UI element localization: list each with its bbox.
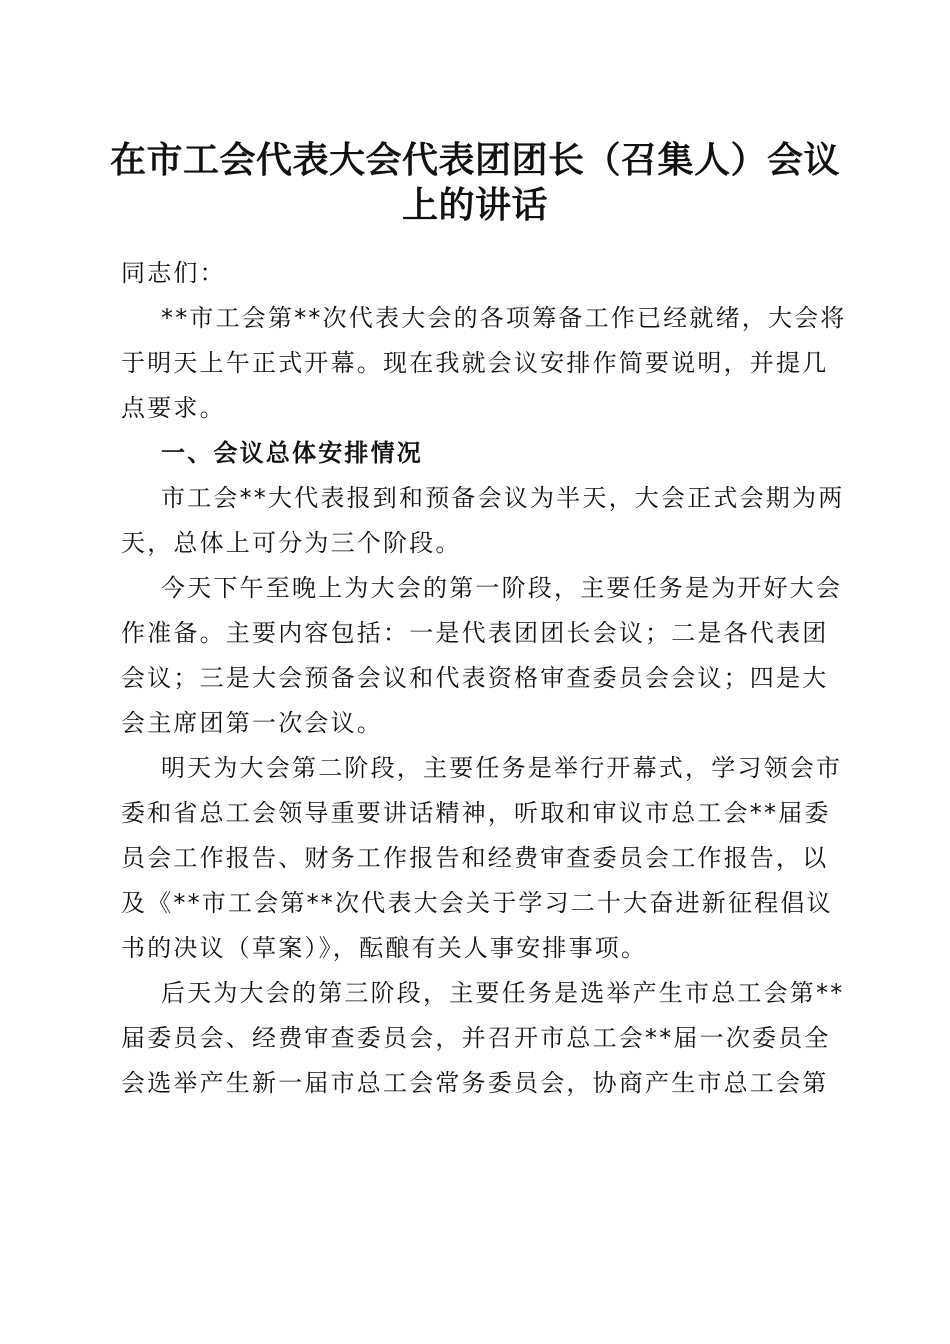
paragraph-line: 会主席团第一次会议。 xyxy=(121,709,383,737)
paragraph-line: 及《**市工会第**次代表大会关于学习二十大奋进新征程倡议 xyxy=(121,889,833,917)
document-body xyxy=(121,251,847,1106)
paragraph-line: 会选举产生新一届市总工会常务委员会，协商产生市总工会第 xyxy=(121,1069,829,1097)
paragraph-line: 员会工作报告、财务工作报告和经费审查委员会工作报告，以 xyxy=(121,844,829,872)
title-line-1: 在市工会代表大会代表团团长（召集人）会议 xyxy=(110,139,841,181)
title-line-2: 上的讲话 xyxy=(401,184,548,226)
paragraph-line: 届委员会、经费审查委员会，并召开市总工会**届一次委员全 xyxy=(121,1024,831,1052)
paragraph-line: 后天为大会的第三阶段，主要任务是选举产生市总工会第** xyxy=(161,979,845,1007)
paragraph-line: 市工会**大代表报到和预备会议为半天，大会正式会期为两 xyxy=(161,484,845,512)
paragraph-line: 天，总体上可分为三个阶段。 xyxy=(121,529,462,557)
body-paragraph xyxy=(121,971,845,1106)
document-title xyxy=(110,138,840,228)
body-paragraph xyxy=(121,296,847,431)
paragraph-line: 委和省总工会领导重要讲话精神，听取和审议市总工会**届委 xyxy=(121,799,831,827)
paragraph-line: 点要求。 xyxy=(121,394,226,422)
body-paragraph xyxy=(121,476,845,566)
paragraph-line: 今天下午至晚上为大会的第一阶段，主要任务是为开好大会 xyxy=(161,574,843,602)
salutation: 同志们： xyxy=(121,259,226,287)
body-paragraph xyxy=(121,746,843,971)
paragraph-line: **市工会第**次代表大会的各项筹备工作已经就绪，大会将 xyxy=(161,304,847,332)
paragraph-line: 一、会议总体安排情况 xyxy=(161,439,423,467)
paragraph-line: 会议；三是大会预备会议和代表资格审查委员会会议；四是大 xyxy=(121,664,829,692)
section-heading xyxy=(121,431,821,476)
paragraph-line: 书的决议（草案）》，酝酿有关人事安排事项。 xyxy=(121,934,648,962)
paragraph-line: 作准备。主要内容包括：一是代表团团长会议；二是各代表团 xyxy=(121,619,829,647)
body-paragraph xyxy=(121,566,843,746)
paragraph-line: 明天为大会第二阶段，主要任务是举行开幕式，学习领会市 xyxy=(161,754,843,782)
paragraph-line: 于明天上午正式开幕。现在我就会议安排作简要说明，并提几 xyxy=(121,349,829,377)
